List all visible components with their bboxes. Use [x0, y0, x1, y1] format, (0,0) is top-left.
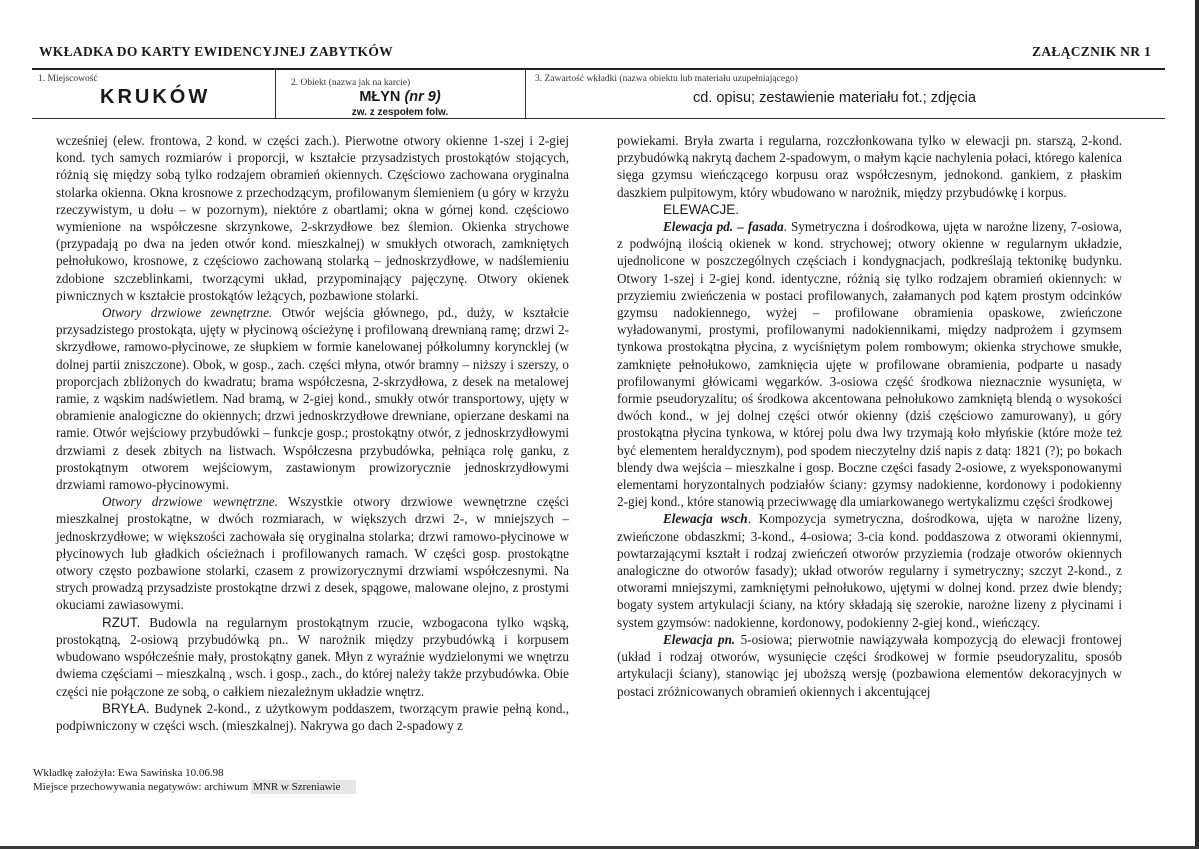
contents-value: cd. opisu; zestawienie materiału fot.; zdjęcia — [693, 90, 976, 106]
left-paragraph-5-lead: BRYŁA. — [102, 700, 150, 716]
right-paragraph-4-lead: Elewacja pn. — [663, 631, 736, 647]
left-paragraph-2-lead: Otwory drzwiowe zewnętrzne. — [102, 305, 273, 321]
right-paragraph-4 — [617, 631, 1122, 700]
left-paragraph-3-body: Wszystkie otwory drzwiowe wewnętrzne części mieszkalnej prostokątne, w dwóch rozmiarach, w większych drzwi 2-, w mniejszych – jednoskrzydłowe; w większości zachowała się oryginalna stolarka; drzwi ramowo-płycinowe w płycinowych lub gładkich ościeżnach i profilowanych ramach. W części gosp. prostokątne otwory często pozbawione stolarki, czasem z prowizorycznymi drzwiami współczesnymi. Na strych prowadzą przysadziste prostokątne drzwi z desek, spągowe, malowane olejno, z prostymi okuciami zawiasowymi. — [56, 494, 569, 613]
object-subtitle: zw. z zespołem folw. — [351, 107, 449, 118]
right-paragraph-3-body: . Kompozycja symetryczna, dośrodkowa, ujęta w narożne lizeny, zwieńczone obdaszkmi; 3-kond., 4-osiowa; 3-cia kond. poddaszowa z otworami okiennymi, powtarzającymi kształt i rodzaj zwieńczeń otworów przyziemia (rodzaje otworów okiennych analogiczne do otworów fasady); układ otworów regularny i symetryczny; szczyt 2-kond., z otworami mniejszymi, zamkniętymi pełnołukowo, ujętymi w dolnej kond. przez dwie blendy; bogaty system artykulacji ściany, na który składają się szerokie, narożne lizeny z płycinami i system gzymsów: nadokienne, kordonowy, podokienny 2-giej kond., wieńczący. — [617, 511, 1122, 630]
place-box — [32, 70, 276, 118]
left-paragraph-2 — [56, 304, 569, 493]
left-column — [56, 132, 569, 734]
right-column — [617, 132, 1122, 700]
left-paragraph-4-lead: RZUT. — [102, 614, 141, 630]
archive-prefix: Miejsce przechowywania negatywów: archiwum — [33, 781, 252, 793]
box-divider — [32, 118, 1165, 119]
left-paragraph-5 — [56, 700, 569, 734]
right-paragraph-2 — [617, 218, 1122, 510]
left-paragraph-4 — [56, 614, 569, 700]
archive-name: MNR w Szreniawie — [251, 780, 356, 794]
document-title: WKŁADKA DO KARTY EWIDENCYJNEJ ZABYTKÓW — [39, 44, 393, 59]
elevations-heading: ELEWACJE. — [663, 201, 740, 217]
right-paragraph-3-lead: Elewacja wsch — [663, 511, 748, 527]
left-paragraph-3-lead: Otwory drzwiowe wewnętrzne. — [102, 494, 278, 510]
object-number: (nr 9) — [404, 89, 441, 105]
left-paragraph-3 — [56, 493, 569, 613]
contents-caption: 3. Zawartość wkładki (nazwa obiektu lub materiału uzupełniającego) — [535, 74, 798, 84]
scan-edge-right — [1195, 0, 1199, 849]
right-paragraph-1: powiekami. Bryła zwarta i regularna, rozczłonkowana tylko w elewacji pn. starszą, 2-kond. przybudówką nakrytą dachem 2-spadowym, o małym kącie nachylenia połaci, którego kalenica sięga gzymsu wieńczącego korpusu oraz współczesnym, jednokond. gankiem, z płaskim daszkiem pulpitowym, który wbudowano w narożnik, między przybudówkę i korpus. — [617, 133, 1122, 200]
contents-box — [525, 70, 1165, 118]
right-paragraph-3 — [617, 510, 1122, 630]
object-box — [275, 70, 526, 118]
right-paragraph-2-lead: Elewacja pd. – fasada — [663, 219, 784, 235]
annex-label: ZAŁĄCZNIK NR 1 — [1032, 44, 1151, 59]
left-paragraph-2-body: Otwór wejścia głównego, pd., duży, w kształcie przysadzistego prostokąta, ujęty w płycinową ościeżynę i profilowaną drewnianą ramę; drzwi 2-skrzydłowe, ramowo-płycinowe, ze słupkiem w formie kanelowanej półkolumny koryncklej (w dolnej partii zniszczone). Obok, w gosp., zach. części młyna, otwór bramny – niższy i szerszy, o proporcjach zbliżonych do kwadratu; brama współczesna, 2-skrzydłowa, z desek na metalowej ramie, z wąskim nadświetlem. Nad bramą, w 2-giej kond., smukły otwór transportowy, ujęty w obramienie analogiczne do okiennych; drzwi jednoskrzydłowe drewniane, opierzane deskami na ramie. Otwór wejściowy przybudówki – funkcje gosp.; prostokątny otwór, z jednoskrzydłowymi drzwiami z desek zbitych na listwach. Współczesna przybudówka, pełniąca rolę ganku, z prostokątnym otworem wejściowym, zastawionym prowizorycznie jednoskrzydłowymi drzwiami ramowo-płycinowymi. — [56, 305, 569, 493]
left-paragraph-5-body: Budynek 2-kond., z użytkowym poddaszem, tworzącym prawie pełną kond., podpiwniczony w części wsch. (mieszkalnej). Nakrywa go dach 2-spadowy z — [56, 700, 569, 733]
right-paragraph-4-body: 5-osiowa; pierwotnie nawiązywała kompozycją do elewacji frontowej (układ i rodzaj otworów, wysunięcie części środkowej w formie pseudoryzalitu, sposób artykulacji ściany), stanowiąc jej uboższą wersję (pozbawiona elementów dekoracyjnych w postaci zróżnicowanych obramień okiennych i akcentującej — [617, 631, 1122, 699]
object-value — [275, 89, 525, 105]
place-value: KRUKÓW — [100, 86, 211, 108]
place-caption: 1. Miejscowość — [38, 74, 98, 84]
object-caption: 2. Obiekt (nazwa jak na karcie) — [291, 78, 411, 88]
author-line: Wkładkę założyła: Ewa Sawińska 10.06.98 — [33, 767, 224, 779]
right-paragraph-2-body: . Symetryczna i dośrodkowa, ujęta w narożne lizeny, 7-osiowa, z podwójną ilością okienek w kond. strychowej; otwory okienne w regularnym układzie, ujednolicone w poszczególnych częściach i kondygnacjach, podkreślają tektonikę budynku. Otwory 1-szej i 2-giej kond. identyczne, różnią się tylko rodzajem obramień okiennych: w przyziemiu zwieńczenia w postaci profilowanych, załamanych pod kątem prostym odcinków gzymsu nadokiennego, wyżej – profilowane obramienia opaskowe, zwieńczone wyładowanymi, prostymi, profilowanymi nadokiennikami, między nadprożem i gzymsem tynkowa prostokątna płycina, z wyciśniętym polem rombowym; okienka strychowe smukłe, zamknięte pełnołukowo, zamknięcia ujęte w profilowane obramienia, podparte u nasady profilowanymi główicami węgarków. 3-osiowa część środkowa nieznacznie wysunięta, w formie pseudoryzalitu; oś środkowa akcentowana pełnołukowo zamkniętą blendą o wysokości dwóch kond., w jej dolnej części otwór okienny (dziś częściowo zamurowany), u góry prostokątna płycina tynkowa, w której polu dwa lwy trzymają koło młyńskie (które może też być elementem heraldycznym), pod spodem nieczytelny dziś napis z datą: 1821 (?); po bokach blendy dwa wejścia – mieszkalne i gosp. Boczne części fasady 2-osiowe, z wyeksponowanymi elementami horyzontalnych podziałów ściany: gzymsy nadokienne, kordonowy i podokienny 2-giej kond., które stanowią przeciwwagę dla umiarkowanego wertykalizmu części środkowej — [617, 219, 1122, 510]
archive-line — [33, 781, 356, 793]
left-paragraph-1: wcześniej (elew. frontowa, 2 kond. w części zach.). Pierwotne otwory okienne 1-szej i 2-giej kond. tych samych rozmiarów i proporcji, w kształcie przysadzistych prostokątów stojących, różnią się między sobą tylko rodzajem obramień okiennych. Częściowo zachowana oryginalna stolarka okienna. Okna krosnowe z przechodzącym, profilowanym ślemieniem (u góry w krzyżu rzeczywistym, u dołu – w pozornym), niektóre z obartlami; okna w górnej kond. częściowo wymienione na współczesne skrzynkowe, 2-skrzydłowe bez ślemion. Okienka strychowe (przypadają po dwa na jeden otwór kond. mieszkalnej) w smukłych otworach, zamkniętych pełnołukowo, krosnowe, z częściowo zachowaną stolarką – jednoskrzydłowe, w nadślemieniu zdobione szczeblinkami, tworzącymi układ, przypominający pajęczynę. Otwory okienek piwnicznych w kształcie prostokątów leżących, pozbawione stolarki. — [56, 133, 569, 303]
left-paragraph-4-body: Budowla na regularnym prostokątnym rzucie, wzbogacona tylko wąską, prostokątną, 2-osiową przybudówką pn.. W narożnik między przybudówką i korpusem wbudowano współcześnie mały, prostokątny ganek. Młyn z wyraźnie wydzielonymi we wnętrzu dwiema częściami – mieszkalną , wsch. i gosp., zach., do której należy także przybudówka. Obie części nie połączone ze sobą, o całkiem niezależnym układzie wnętrz. — [56, 614, 569, 699]
object-name: MŁYN — [359, 89, 401, 105]
